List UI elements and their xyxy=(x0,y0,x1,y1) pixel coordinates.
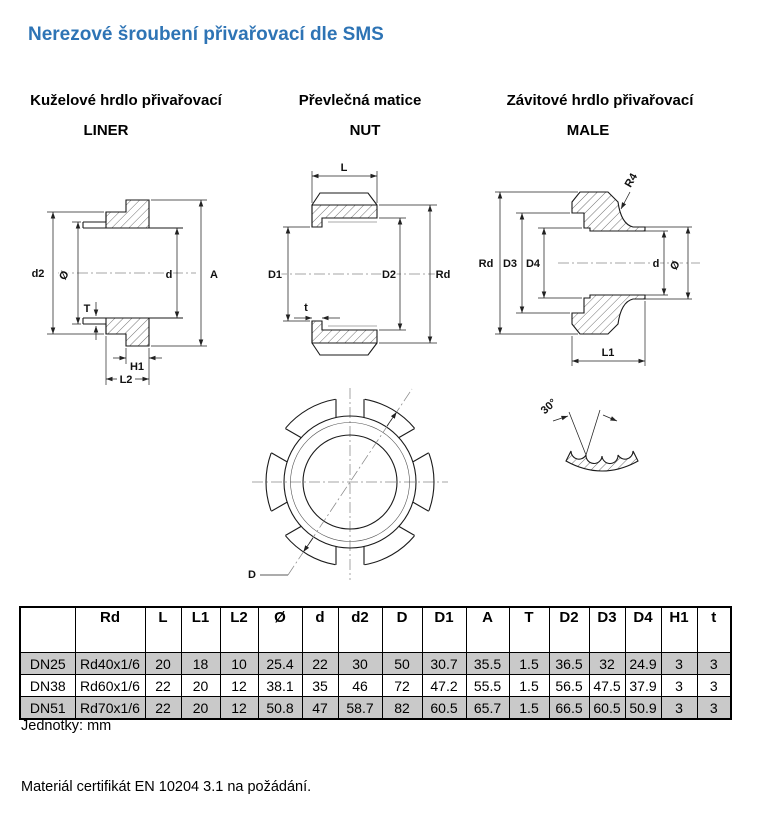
nut-dim-t xyxy=(294,302,340,318)
thread-detail xyxy=(539,397,638,471)
table-cell: 47 xyxy=(302,697,338,720)
male-label-Rd: Rd xyxy=(478,258,494,270)
table-cell: 18 xyxy=(181,653,220,675)
nut-type-label: NUT xyxy=(349,122,381,139)
page-title: Nerezové šroubení přivařovací dle SMS xyxy=(28,24,384,45)
table-cell: 82 xyxy=(382,697,422,720)
table-cell: 12 xyxy=(220,697,258,720)
male-hatch-lower xyxy=(572,295,645,334)
male-label-D4: D4 xyxy=(525,258,541,270)
nut-label-Rd: Rd xyxy=(435,269,451,281)
table-cell: 12 xyxy=(220,675,258,697)
table-cell: 50.8 xyxy=(258,697,302,720)
table-cell: 20 xyxy=(181,697,220,720)
column-header: L1 xyxy=(181,607,220,653)
nut-label-D2: D2 xyxy=(381,269,397,281)
male-label-d: d xyxy=(652,258,660,270)
table-cell: 22 xyxy=(145,697,181,720)
table-cell: 3 xyxy=(661,697,697,720)
liner-label-d2: d2 xyxy=(31,268,45,280)
table-cell: Rd60x1/6 xyxy=(75,675,145,697)
table-cell: 35.5 xyxy=(466,653,509,675)
table-cell: Rd40x1/6 xyxy=(75,653,145,675)
table-cell: 20 xyxy=(181,675,220,697)
liner-label-d: d xyxy=(165,269,173,281)
nut-hatch-upper xyxy=(312,205,377,227)
column-header: t xyxy=(697,607,731,653)
column-header: L2 xyxy=(220,607,258,653)
column-header: Ø xyxy=(258,607,302,653)
table-cell: 60.5 xyxy=(422,697,466,720)
column-header: D3 xyxy=(589,607,625,653)
liner-label-H1: H1 xyxy=(129,361,145,373)
table-row xyxy=(20,697,731,720)
table-row xyxy=(20,653,731,675)
table-cell: 58.7 xyxy=(338,697,382,720)
liner-label-L2: L2 xyxy=(119,374,133,386)
table-cell: 32 xyxy=(589,653,625,675)
front-dim-D xyxy=(248,389,412,581)
liner-type-label: LINER xyxy=(83,122,129,139)
table-cell: 22 xyxy=(302,653,338,675)
table-cell: 46 xyxy=(338,675,382,697)
male-label-L1: L1 xyxy=(601,347,615,359)
nut-label-D1: D1 xyxy=(267,269,283,281)
nut-dim-L xyxy=(312,162,377,203)
table-cell: 47.5 xyxy=(589,675,625,697)
nut-drawing xyxy=(268,162,450,355)
male-drawing xyxy=(479,171,700,366)
table-cell: 22 xyxy=(145,675,181,697)
table-cell: 50 xyxy=(382,653,422,675)
spec-table-header-row xyxy=(20,607,731,653)
thread-angle-lines xyxy=(569,410,600,455)
male-label-R4: R4 xyxy=(622,171,641,190)
table-cell: 35 xyxy=(302,675,338,697)
column-header: L xyxy=(145,607,181,653)
male-label-D3: D3 xyxy=(502,258,518,270)
male-dim-diameter xyxy=(668,227,688,299)
table-cell: 55.5 xyxy=(466,675,509,697)
table-cell: 66.5 xyxy=(549,697,589,720)
table-cell: 3 xyxy=(661,675,697,697)
table-cell: 10 xyxy=(220,653,258,675)
nut-dim-D2 xyxy=(379,218,406,330)
nut-label-t: t xyxy=(304,302,308,314)
liner-heading: Kuželové hrdlo přivařovací xyxy=(30,92,222,109)
table-cell: 65.7 xyxy=(466,697,509,720)
table-cell: 37.9 xyxy=(625,675,661,697)
nut-label-L: L xyxy=(340,162,348,174)
nut-front-view xyxy=(248,388,448,581)
table-cell: 56.5 xyxy=(549,675,589,697)
dimension-table xyxy=(19,606,732,720)
column-header: d xyxy=(302,607,338,653)
liner-label-T: T xyxy=(83,303,91,315)
table-cell: 1.5 xyxy=(509,675,549,697)
nut-hatch-lower xyxy=(312,321,377,343)
table-cell: 47.2 xyxy=(422,675,466,697)
table-cell: 50.9 xyxy=(625,697,661,720)
row-label: DN38 xyxy=(20,675,75,697)
units-note: Jednotky: mm xyxy=(21,718,112,734)
table-row xyxy=(20,675,731,697)
column-header: Rd xyxy=(75,607,145,653)
male-type-label: MALE xyxy=(566,122,610,139)
table-cell: 60.5 xyxy=(589,697,625,720)
row-label: DN25 xyxy=(20,653,75,675)
table-cell: 30.7 xyxy=(422,653,466,675)
liner-drawing xyxy=(32,200,218,386)
male-hatch-upper xyxy=(572,192,645,231)
table-cell: 3 xyxy=(661,653,697,675)
column-header: D xyxy=(382,607,422,653)
male-label-dia: Ø xyxy=(668,258,683,273)
table-cell: 72 xyxy=(382,675,422,697)
material-note: Materiál certifikát EN 10204 3.1 na požádání. xyxy=(21,779,312,795)
thread-teeth-band xyxy=(566,451,638,471)
column-header: A xyxy=(466,607,509,653)
table-cell: 38.1 xyxy=(258,675,302,697)
column-header xyxy=(20,607,75,653)
table-cell: 36.5 xyxy=(549,653,589,675)
table-cell: 20 xyxy=(145,653,181,675)
male-dim-R4 xyxy=(621,171,641,209)
table-cell: 1.5 xyxy=(509,653,549,675)
table-cell: Rd70x1/6 xyxy=(75,697,145,720)
male-heading: Závitové hrdlo přivařovací xyxy=(506,92,694,109)
column-header: d2 xyxy=(338,607,382,653)
column-header: D4 xyxy=(625,607,661,653)
liner-hatch-upper xyxy=(106,200,149,228)
column-header: T xyxy=(509,607,549,653)
liner-label-dia: Ø xyxy=(57,268,72,283)
liner-label-A: A xyxy=(210,269,218,281)
liner-hatch-lower xyxy=(106,318,149,346)
front-label-D: D xyxy=(248,569,256,581)
column-header: D2 xyxy=(549,607,589,653)
table-cell: 24.9 xyxy=(625,653,661,675)
nut-heading: Převlečná matice xyxy=(298,92,422,109)
column-header: D1 xyxy=(422,607,466,653)
row-label: DN51 xyxy=(20,697,75,720)
table-cell: 3 xyxy=(697,675,731,697)
table-cell: 25.4 xyxy=(258,653,302,675)
table-cell: 3 xyxy=(697,653,731,675)
column-header: H1 xyxy=(661,607,697,653)
thread-angle-label: 30° xyxy=(538,396,560,417)
spec-table-body xyxy=(20,653,731,720)
table-cell: 1.5 xyxy=(509,697,549,720)
table-cell: 30 xyxy=(338,653,382,675)
table-cell: 3 xyxy=(697,697,731,720)
